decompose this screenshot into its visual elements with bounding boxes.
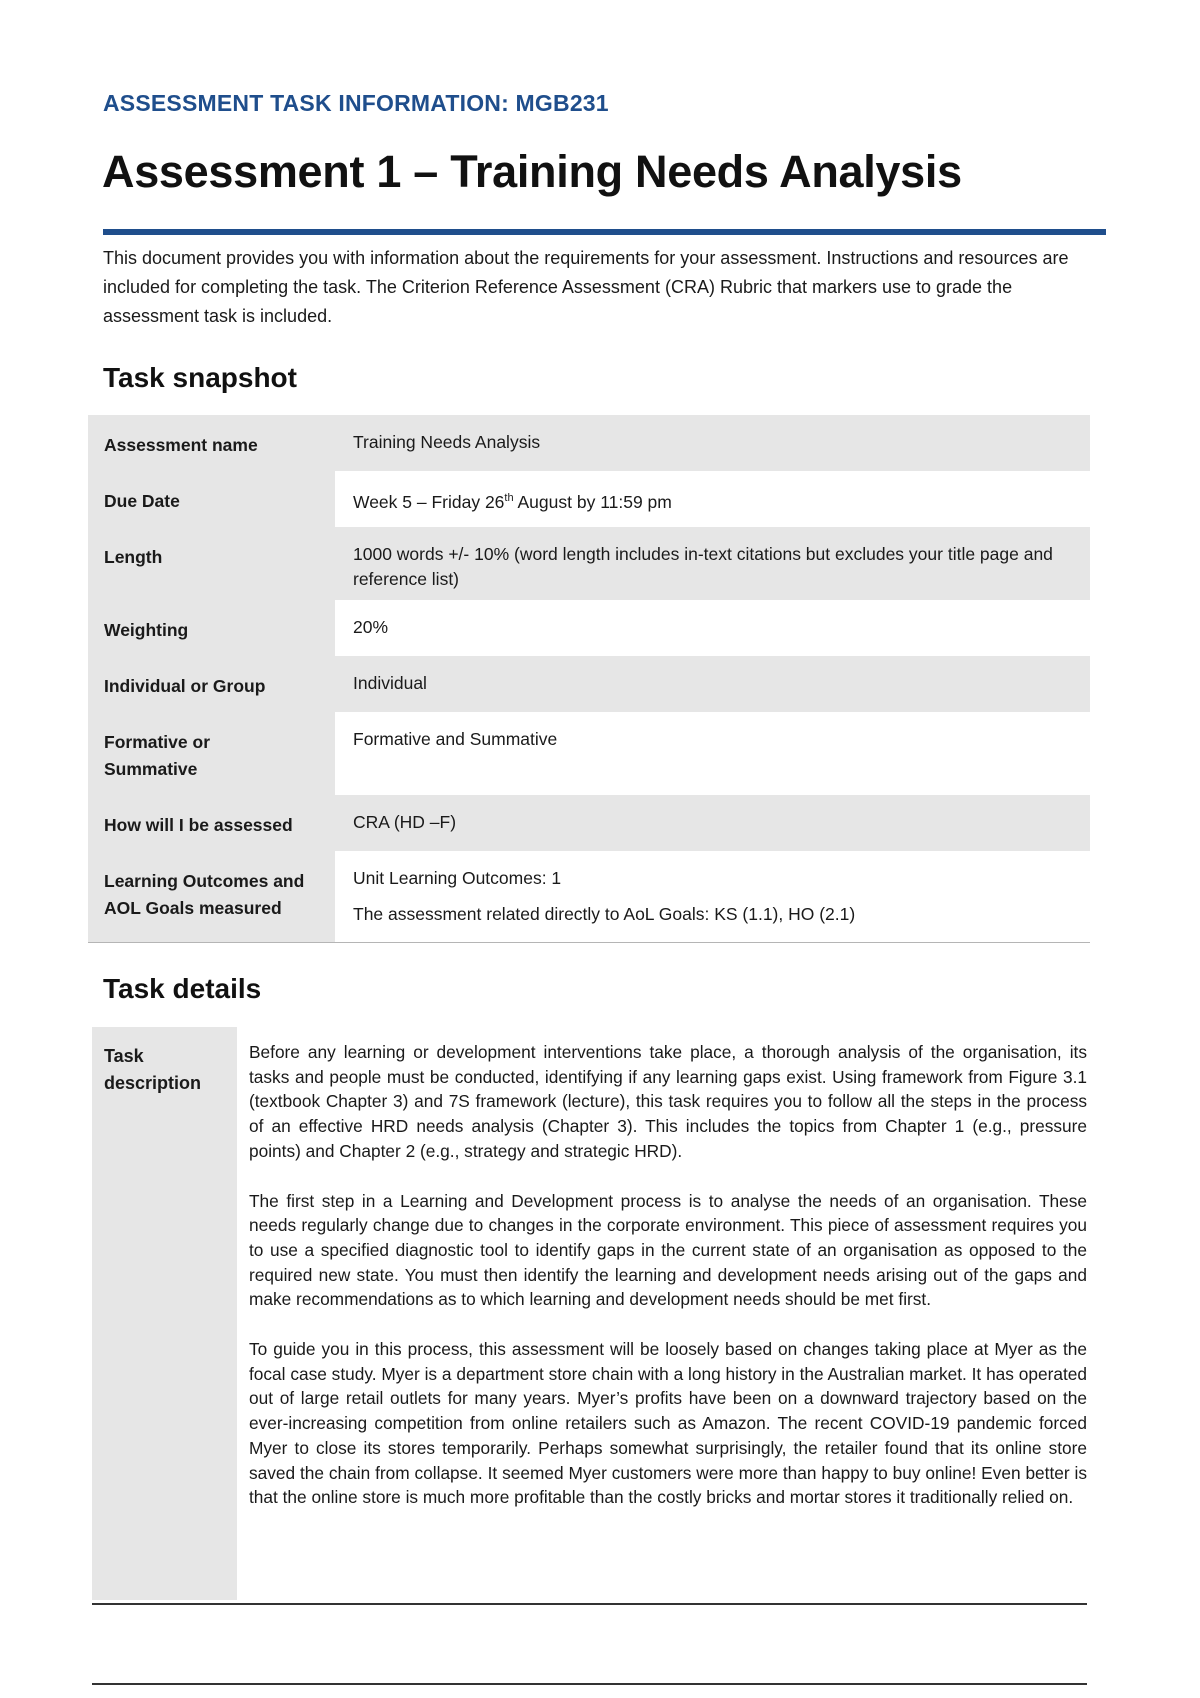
task-paragraph-2: The first step in a Learning and Development process is to analyse the needs of an organisation. These needs regularly change due to changes in the corporate environment. This piece of assessment requires you to use a specified diagnostic tool to identify gaps in the current state of an organisation as opposed to the required new state. You must then identify the learning and development needs arising out of the gaps and make recommendations as to which learning and development needs should be met first.: [249, 1190, 1087, 1310]
intro-paragraph: This document provides you with information about the requirements for your assessment. Instructions and resources are included for completing the task. The Criterion Reference Assessment (CRA) Rubric that markers use to grade the assessment task is included.: [103, 248, 1069, 326]
snapshot-row-learning-outcomes: [88, 851, 1090, 943]
title-divider: [103, 229, 1106, 235]
learning-outcomes-text: Unit Learning Outcomes: 1: [353, 868, 562, 888]
snapshot-value: 1000 words +/- 10% (word length includes in-text citations but excludes your title page and reference list): [353, 544, 1053, 589]
snapshot-value: 20%: [335, 600, 1090, 656]
snapshot-value: Training Needs Analysis: [353, 432, 541, 452]
task-details-heading: Task details: [103, 973, 262, 1004]
page-title: Assessment 1 – Training Needs Analysis: [102, 146, 962, 197]
snapshot-label: Learning Outcomes and AOL Goals measured: [88, 851, 335, 942]
document-kicker: ASSESSMENT TASK INFORMATION: MGB231: [103, 90, 609, 116]
snapshot-value: Individual: [353, 673, 427, 693]
snapshot-label: Weighting: [88, 600, 335, 656]
snapshot-row-assessment-name: [88, 415, 1090, 471]
snapshot-label: Formative or Summative: [88, 712, 335, 795]
snapshot-row-due-date: [88, 471, 1090, 527]
task-description-label: Task description: [92, 1027, 237, 1600]
due-date-text-rest: August by 11:59 pm: [513, 491, 672, 512]
due-date-ordinal: th: [504, 492, 514, 504]
snapshot-value: [335, 471, 1090, 527]
snapshot-row-weighting: [88, 600, 1090, 656]
task-paragraph-3: To guide you in this process, this assessment will be loosely based on changes taking place at Myer as the focal case study. Myer is a department store chain with a long history in the Australian market. It has operated out of large retail outlets for many years. Myer’s profits have been on a downward trajectory based on the ever-increasing competition from online retailers such as Amazon. The recent COVID-19 pandemic forced Myer to close its stores temporarily. Perhaps somewhat surprisingly, the retailer found that its online store saved the chain from collapse. It seemed Myer customers were more than happy to buy online! Even better is that the online store is much more profitable than the costly bricks and mortar stores it traditionally relied on.: [249, 1339, 1087, 1508]
snapshot-row-individual-group: [88, 656, 1090, 712]
aol-goals-text: The assessment related directly to AoL Goals: KS (1.1), HO (2.1): [353, 904, 856, 924]
task-snapshot-heading: Task snapshot: [103, 362, 297, 393]
snapshot-value: [335, 851, 1090, 942]
snapshot-value: CRA (HD –F): [353, 812, 457, 832]
page-bottom-rule: [92, 1683, 1087, 1685]
task-paragraph-1: Before any learning or development interventions take place, a thorough analysis of the organisation, its tasks and people must be conducted, identifying if any learning gaps exist. Using framework from Figure 3.1 (textbook Chapter 3) and 7S framework (lecture), this task requires you to follow all the steps in the process of an effective HRD needs analysis (Chapter 3). This includes the topics from Chapter 1 (e.g., pressure points) and Chapter 2 (e.g., strategy and strategic HRD).: [249, 1042, 1087, 1161]
due-date-text: Week 5 – Friday 26: [353, 491, 505, 512]
snapshot-row-length: [88, 527, 1090, 600]
snapshot-label: Assessment name: [88, 415, 335, 471]
snapshot-label: Due Date: [88, 471, 335, 527]
snapshot-label: Length: [88, 527, 335, 600]
task-details-table: [92, 1027, 1087, 1600]
snapshot-row-how-assessed: [88, 795, 1090, 851]
task-snapshot-table: [88, 415, 1090, 943]
snapshot-value: Formative and Summative: [335, 712, 1090, 795]
task-description-body: [237, 1027, 1087, 1600]
snapshot-label: Individual or Group: [88, 656, 335, 712]
snapshot-row-formative-summative: [88, 712, 1090, 795]
table-bottom-rule: [92, 1603, 1087, 1605]
snapshot-label: How will I be assessed: [88, 795, 335, 851]
